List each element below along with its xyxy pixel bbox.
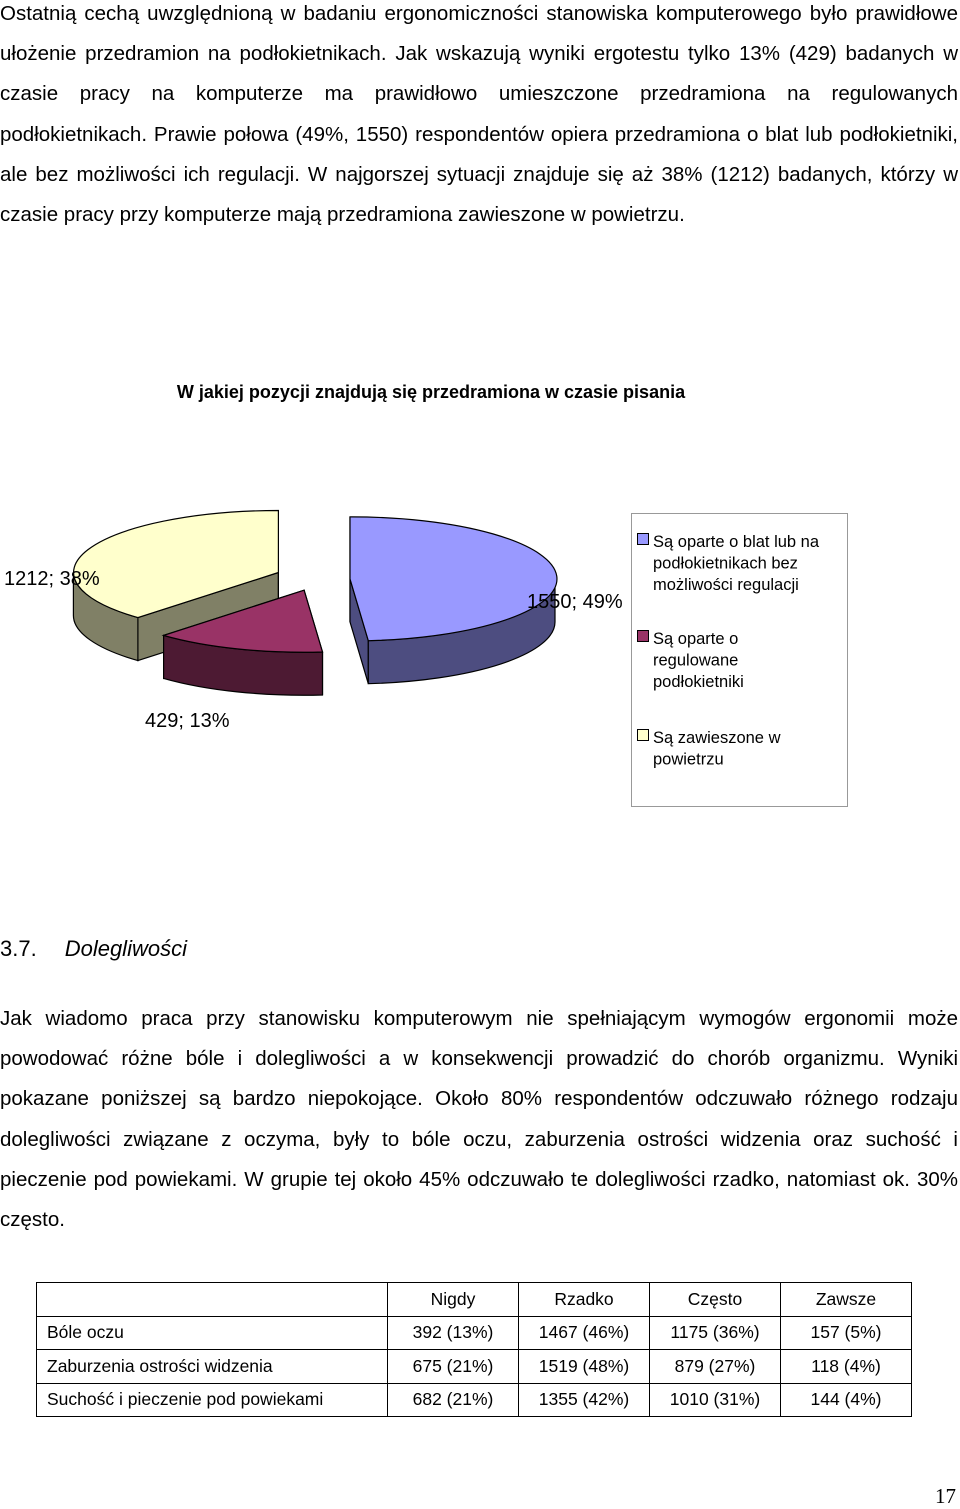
chart-title: W jakiej pozycji znajdują się przedramiona w czasie pisania [176,382,686,402]
legend-swatch [638,534,649,545]
legend-swatch [638,631,649,642]
legend-label: Są oparte o blat lub na [653,533,820,551]
table-cell: 1175 (36%) [650,1316,781,1350]
paragraph-forearm-position: Ostatnią cechą uwzględnioną w badaniu ergonomiczności stanowiska komputerowego było prawidłowe ułożenie przedramion na podłokietnikach. Jak wskazują wyniki ergotestu tylko 13% (429) badanych w czasie pracy na komputerze ma prawidłowo umieszczone przedramiona na regulowanych podłokietnikach. Prawie połowa (49%, 1550) respondentów opiera przedramiona o blat lub podłokietniki, ale bez możliwości ich regulacji. W najgorszej sytuacji znajduje się aż 38% (1212) badanych, którzy w czasie pracy przy komputerze mają przedramiona zawieszone w powietrzu. [0,2,958,227]
pie-slice [350,517,557,684]
table-cell: 675 (21%) [388,1350,519,1384]
pie-chart [0,505,960,815]
ailments-table [36,1282,912,1417]
table-row [37,1316,912,1350]
legend-label: Są zawieszone w [653,729,781,747]
legend-label: Są oparte o [653,630,739,648]
table-row-label: Bóle oczu [37,1316,388,1350]
section-title: Dolegliwości [64,936,187,961]
legend-swatch [638,730,649,741]
table-cell: 392 (13%) [388,1316,519,1350]
table-header-row [37,1283,912,1317]
paragraph-ailments: Jak wiadomo praca przy stanowisku komputerowym nie spełniającym wymogów ergonomii może powodować różne bóle i dolegliwości a w konsekwencji prowadzić do chorób organizmu. Wyniki pokazane poniższej są bardzo niepokojące. Około 80% respondentów odczuwało różnego rodzaju dolegliwości związane z oczyma, były to bóle oczu, zaburzenia ostrości widzenia oraz suchość i pieczenie pod powiekami. W grupie tej około 45% odczuwało te dolegliwości rzadko, natomiast ok. 30% często. [0,1007,958,1232]
table-header-cell: Zawsze [781,1283,912,1317]
data-label: 1550; 49% [527,591,623,613]
legend-label: możliwości regulacji [653,576,799,594]
table-header-cell: Często [650,1283,781,1317]
table-cell: 1010 (31%) [650,1383,781,1417]
section-heading [0,936,187,962]
table-row [37,1350,912,1384]
legend-item [638,630,744,691]
legend-label: regulowane [653,651,739,670]
table-cell: 682 (21%) [388,1383,519,1417]
table-cell: 144 (4%) [781,1383,912,1417]
table-row-label: Suchość i pieczenie pod powiekami [37,1383,388,1417]
table-header-cell: Rzadko [519,1283,650,1317]
table-cell: 1355 (42%) [519,1383,650,1417]
table-cell: 1467 (46%) [519,1316,650,1350]
data-label: 429; 13% [145,710,230,732]
legend-item [638,533,820,594]
table-header-cell: Nigdy [388,1283,519,1317]
table-cell: 157 (5%) [781,1316,912,1350]
table-header-cell [37,1283,388,1317]
section-number: 3.7. [0,936,37,961]
data-label: 1212; 38% [4,568,100,590]
page-number: 17 [935,1484,956,1508]
table-cell: 879 (27%) [650,1350,781,1384]
legend-label: podłokietniki [653,673,744,691]
table-cell: 118 (4%) [781,1350,912,1384]
legend-label: podłokietnikach bez [653,554,798,573]
table-row-label: Zaburzenia ostrości widzenia [37,1350,388,1384]
legend-label: powietrzu [653,750,724,769]
table-row [37,1383,912,1417]
table-cell: 1519 (48%) [519,1350,650,1384]
